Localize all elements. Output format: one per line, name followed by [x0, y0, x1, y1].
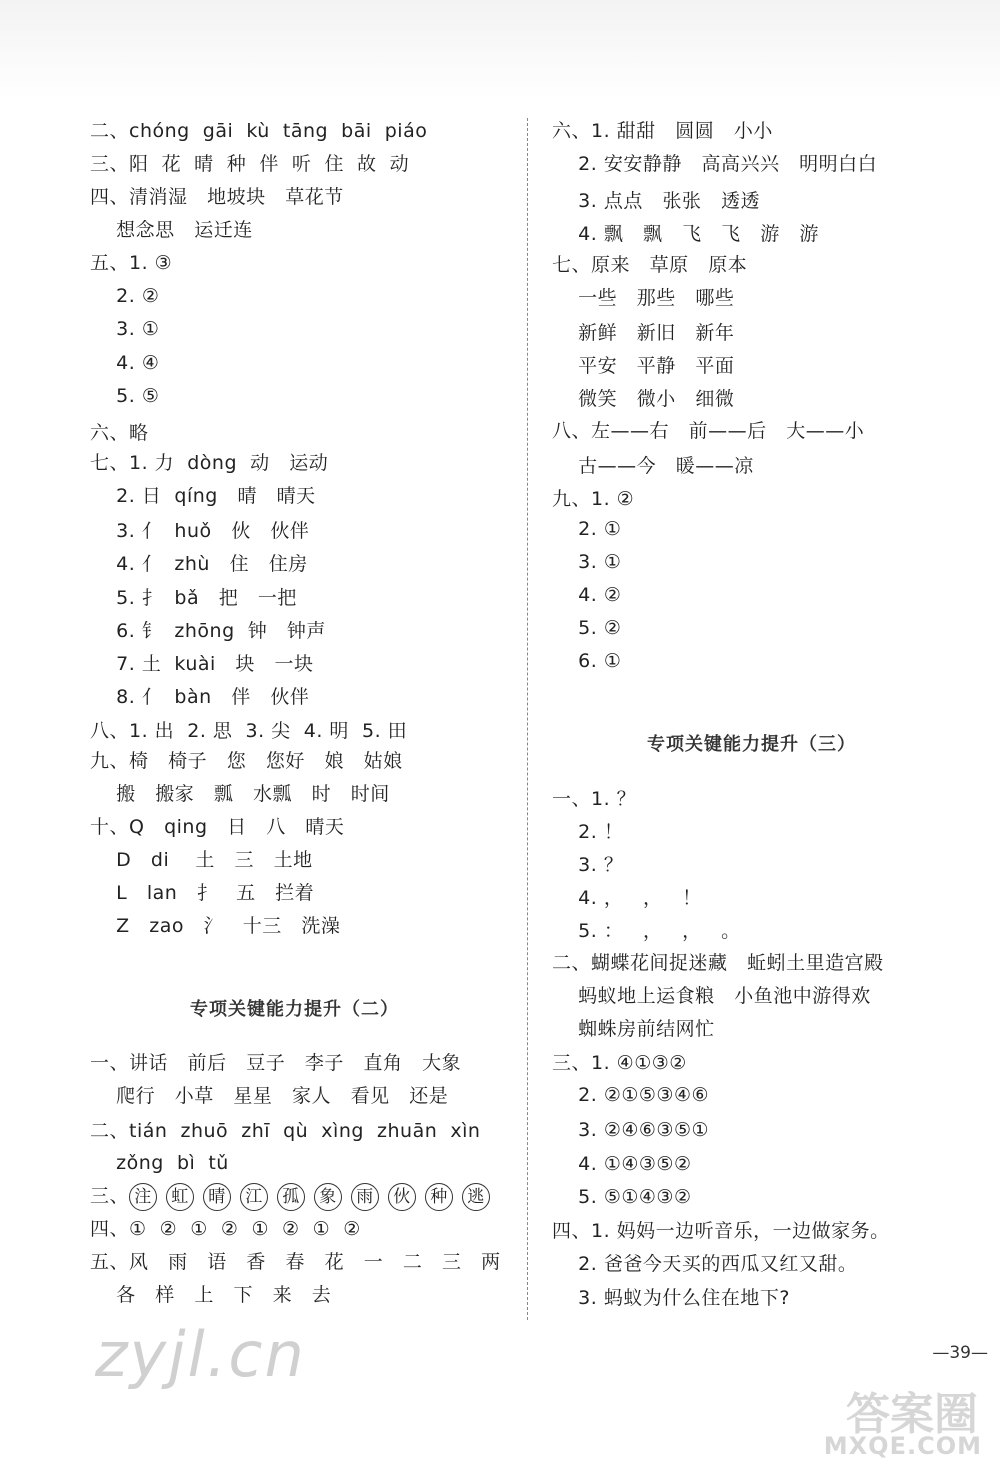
left-answer-line: 4. ④	[90, 352, 160, 374]
circled-char: 晴	[203, 1183, 231, 1211]
right-answer-line: 八、左——右 前——后 大——小	[552, 420, 865, 442]
left-answer-line: 十、Q qing 日 八 晴天	[90, 816, 345, 838]
left-answer-line-2: 四、① ② ① ② ① ② ① ②	[90, 1218, 361, 1240]
left-answer-line: 5. 扌 bǎ 把 一把	[90, 587, 297, 609]
left-answer-line: 5. ⑤	[90, 385, 160, 407]
left-answer-line: D di 土 三 土地	[90, 849, 313, 871]
circled-char: 象	[314, 1183, 342, 1211]
right-answer-line: 七、原来 草原 原本	[552, 254, 748, 276]
right-answer-line: 九、1. ②	[552, 488, 635, 510]
circled-char: 雨	[351, 1183, 379, 1211]
left-answer-line: 想念思 运迁连	[90, 219, 253, 241]
left-answer-line-2	[90, 1183, 499, 1211]
left-answer-line-2: 五、风 雨 语 香 春 花 一 二 三 两	[90, 1251, 501, 1273]
left-answer-line-2: 一、讲话 前后 豆子 李子 直角 大象	[90, 1052, 462, 1074]
left-answer-line-2: zǒng bì tǔ	[90, 1152, 229, 1174]
right-answer-line-3: 4. ， ， ！	[552, 887, 702, 909]
right-answer-line-3: 2. 爸爸今天买的西瓜又红又甜。	[552, 1253, 858, 1275]
left-answer-line: Z zao 氵 十三 洗澡	[90, 915, 341, 937]
left-answer-line: 6. 钅 zhōng 钟 钟声	[90, 620, 326, 642]
left-answer-line: 四、清消湿 地坡块 草花节	[90, 186, 344, 208]
item-prefix: 三、	[90, 1185, 130, 1207]
left-answer-line: L lan 扌 五 拦着	[90, 882, 315, 904]
right-answer-line-3: 4. ①④③⑤②	[552, 1153, 692, 1175]
right-answer-line: 3. 点点 张张 透透	[552, 190, 761, 212]
right-answer-line: 2. 安安静静 高高兴兴 明明白白	[552, 153, 878, 175]
page-number: —39—	[932, 1343, 988, 1363]
left-answer-line: 二、chóng gāi kù tāng bāi piáo	[90, 120, 428, 142]
right-answer-line: 4. ②	[552, 584, 622, 606]
right-answer-line: 6. ①	[552, 650, 622, 672]
right-answer-line: 4. 飘 飘 飞 飞 游 游	[552, 223, 819, 245]
right-answer-line-3: 2. ②①⑤③④⑥	[552, 1084, 710, 1106]
left-answer-line: 3. 亻 huǒ 伙 伙伴	[90, 520, 310, 542]
right-answer-line: 一些 那些 哪些	[552, 287, 735, 309]
watermark-logo: zyjl.cn	[95, 1318, 306, 1391]
circled-char: 江	[240, 1183, 268, 1211]
right-answer-line-3: 二、蝴蝶花间捉迷藏 蚯蚓土里造宫殿	[552, 952, 884, 974]
column-divider	[527, 118, 528, 1320]
left-answer-line: 七、1. 力 dòng 动 运动	[90, 452, 329, 474]
left-answer-line-2: 爬行 小草 星星 家人 看见 还是	[90, 1085, 449, 1107]
right-answer-line-3: 5. ⑤①④③②	[552, 1186, 692, 1208]
right-answer-line-3: 3. 蚂蚁为什么住在地下?	[552, 1287, 790, 1309]
left-answer-line: 3. ①	[90, 318, 160, 340]
left-answer-line: 2. 日 qíng 晴 晴天	[90, 485, 316, 507]
right-answer-line-3: 3. ？	[552, 854, 624, 876]
right-answer-line-3: 蚂蚁地上运食粮 小鱼池中游得欢	[552, 985, 871, 1007]
left-answer-line: 4. 亻 zhù 住 住房	[90, 553, 308, 575]
section-heading-3: 专项关键能力提升（三）	[647, 734, 856, 755]
right-answer-line: 5. ②	[552, 617, 622, 639]
left-answer-line: 2. ②	[90, 285, 160, 307]
right-answer-line-3: 5. ： ， ， 。	[552, 920, 741, 942]
left-answer-line: 六、略	[90, 422, 149, 444]
left-answer-line: 三、阳 花 晴 种 伴 听 住 故 动	[90, 153, 410, 175]
right-answer-line: 平安 平静 平面	[552, 355, 735, 377]
left-answer-line: 九、椅 椅子 您 您好 娘 姑娘	[90, 750, 403, 772]
right-answer-line: 古——今 暖——凉	[552, 455, 754, 477]
right-answer-line-3: 三、1. ④①③②	[552, 1052, 687, 1074]
right-answer-line: 微笑 微小 细微	[552, 388, 735, 410]
page-number-value: 39	[949, 1343, 971, 1363]
right-answer-line-3: 2. ！	[552, 821, 624, 843]
left-answer-line: 五、1. ③	[90, 252, 173, 274]
right-answer-line: 3. ①	[552, 551, 622, 573]
left-answer-line-2: 各 样 上 下 来 去	[90, 1284, 332, 1306]
circled-char: 虹	[166, 1183, 194, 1211]
circled-char: 种	[425, 1183, 453, 1211]
left-answer-line: 搬 搬家 瓢 水瓢 时 时间	[90, 783, 390, 805]
left-answer-line: 8. 亻 bàn 伴 伙伴	[90, 686, 310, 708]
circled-char: 孤	[277, 1183, 305, 1211]
right-answer-line: 新鲜 新旧 新年	[552, 322, 735, 344]
section-heading-2: 专项关键能力提升（二）	[190, 999, 399, 1020]
left-answer-line-2: 二、tián zhuō zhī qù xìng zhuān xìn	[90, 1120, 481, 1142]
scan-shadow-band	[0, 0, 1000, 100]
circled-char: 注	[129, 1183, 157, 1211]
watermark-url: MXQE.COM	[823, 1432, 982, 1460]
watermark-corner: 答案圈	[846, 1389, 978, 1440]
left-answer-line: 7. 土 kuài 块 一块	[90, 653, 314, 675]
right-answer-line: 2. ①	[552, 518, 622, 540]
right-answer-line: 六、1. 甜甜 圆圆 小小	[552, 120, 773, 142]
circled-char: 逃	[462, 1183, 490, 1211]
right-answer-line-3: 四、1. 妈妈一边听音乐，一边做家务。	[552, 1220, 890, 1242]
right-answer-line-3: 一、1. ？	[552, 788, 637, 810]
left-answer-line: 八、1. 出 2. 思 3. 尖 4. 明 5. 田	[90, 720, 408, 742]
right-answer-line-3: 3. ②④⑥③⑤①	[552, 1119, 710, 1141]
circled-char: 伙	[388, 1183, 416, 1211]
right-answer-line-3: 蜘蛛房前结网忙	[552, 1018, 715, 1040]
